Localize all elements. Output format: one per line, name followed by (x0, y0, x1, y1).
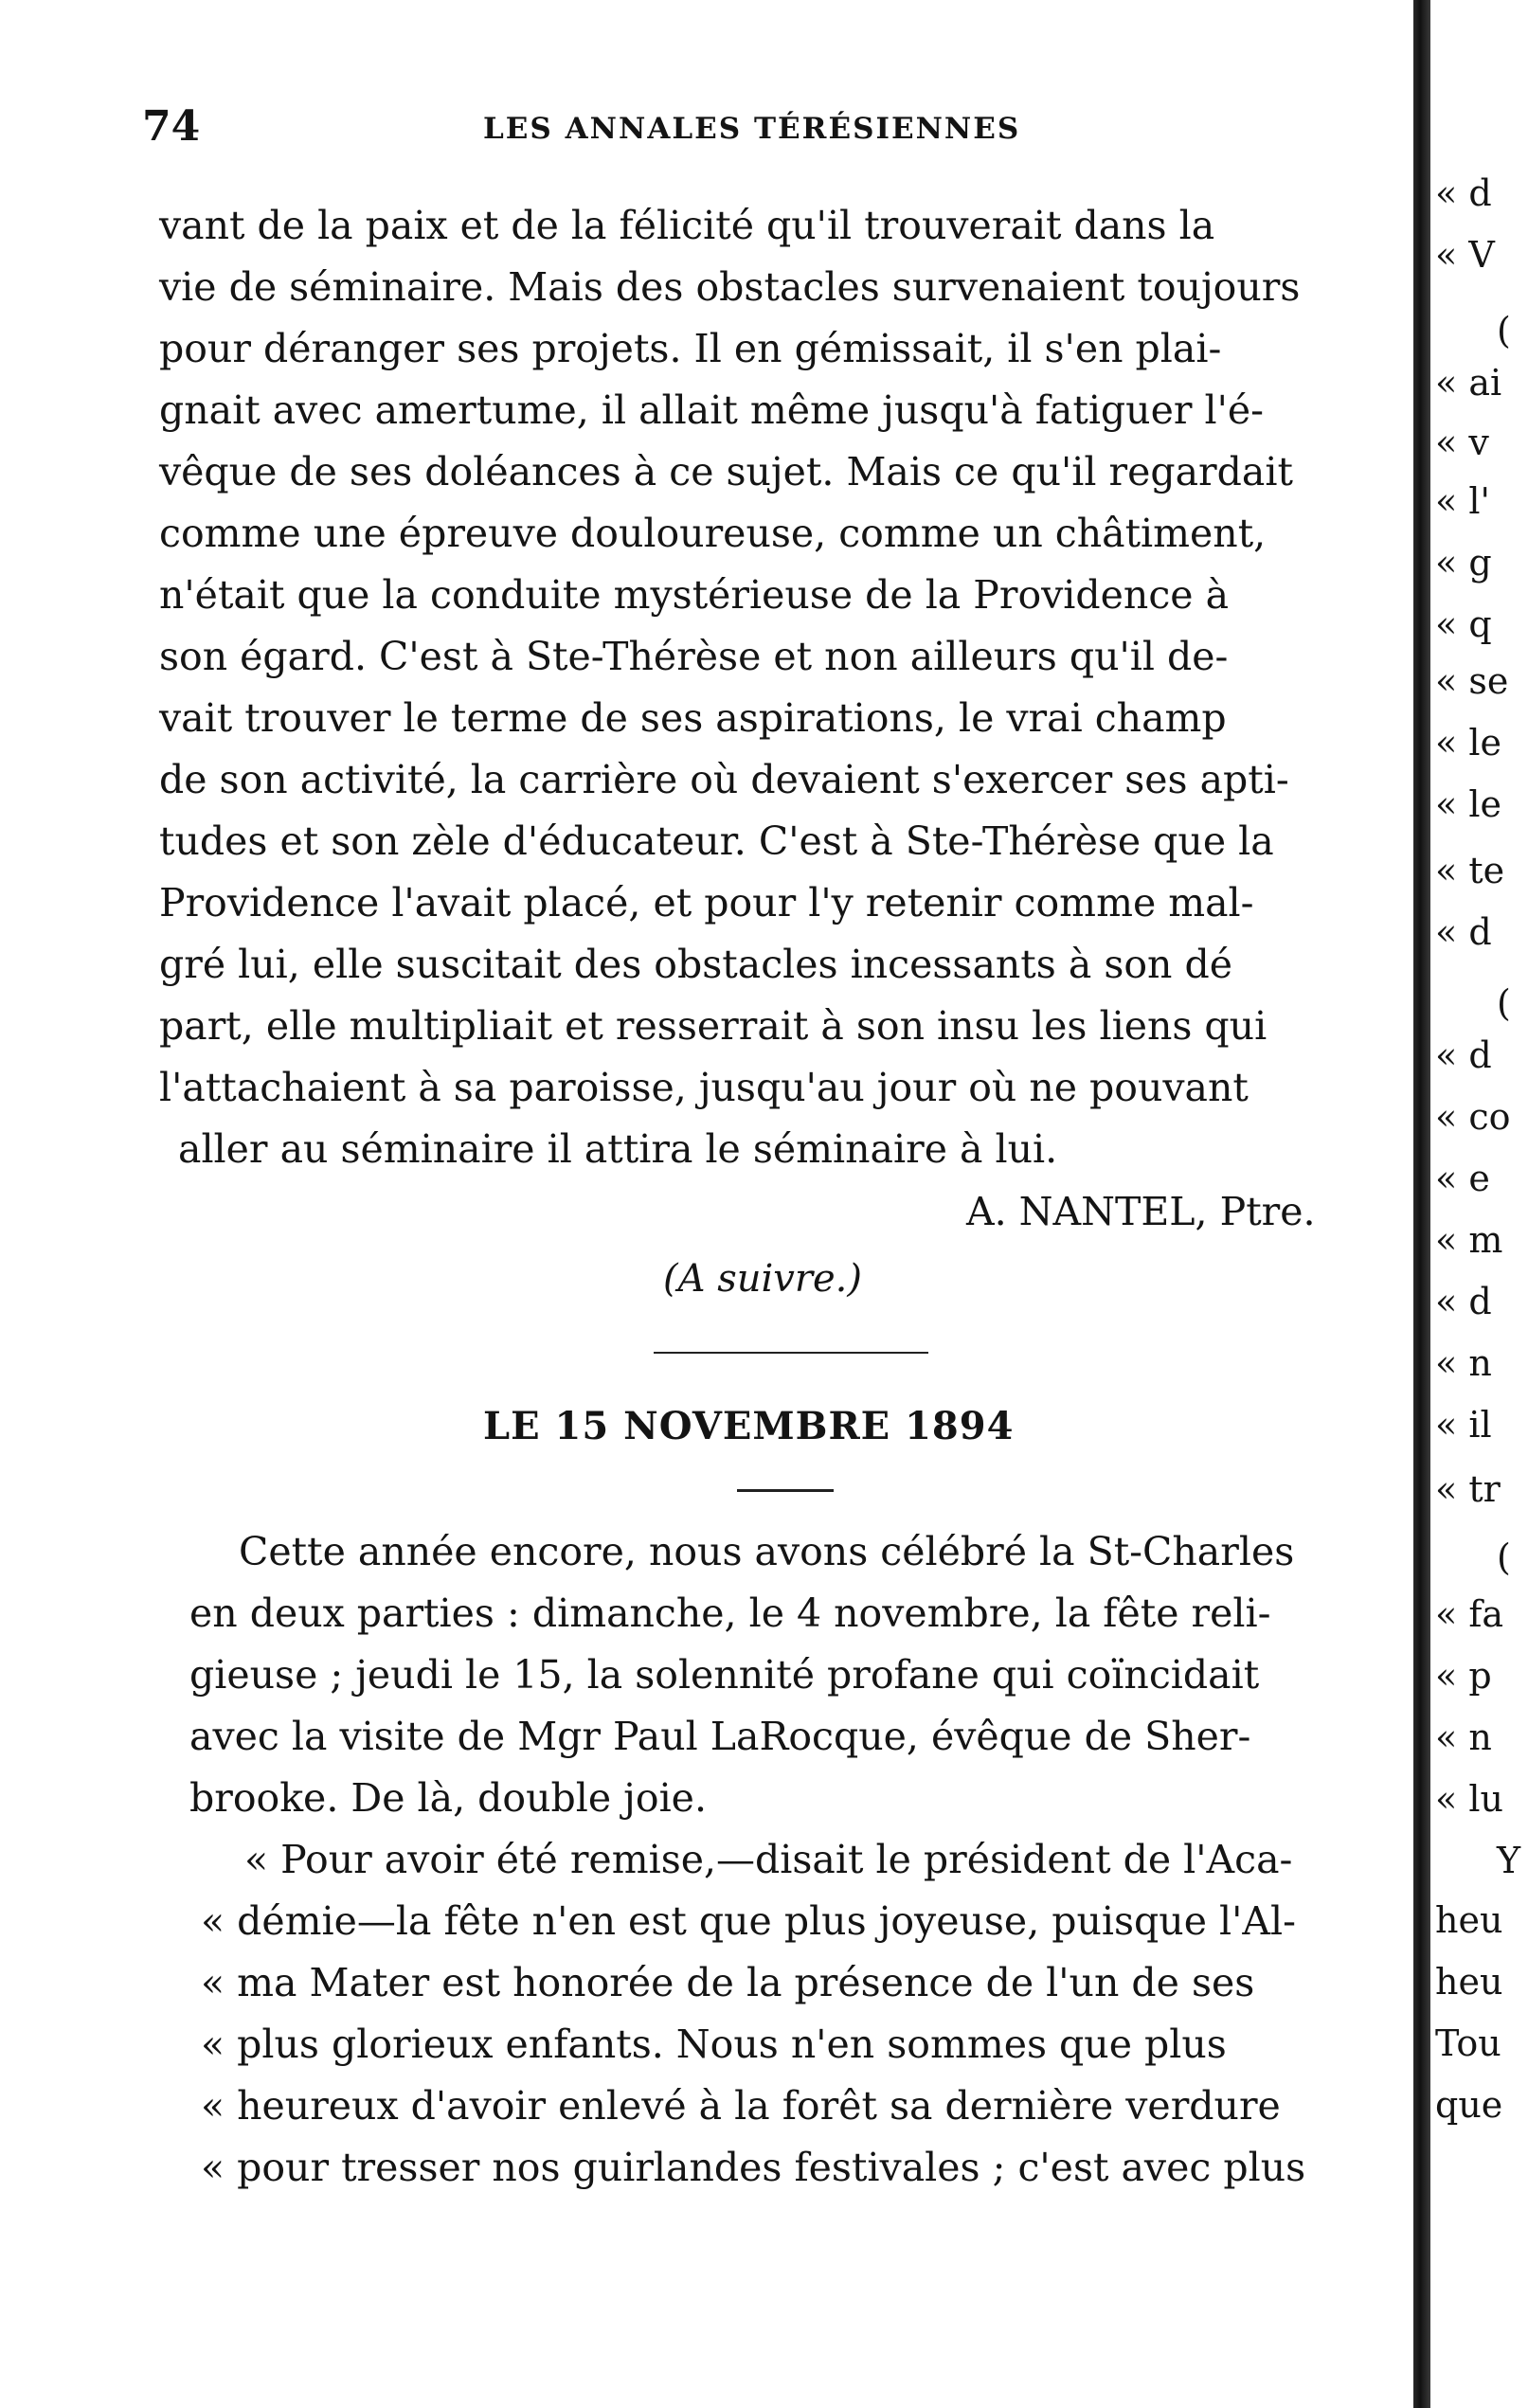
text-line: tudes et son zèle d'éducateur. C'est à Ste-Thérèse que la (159, 818, 1274, 864)
neighbor-fragment: heu (1435, 1961, 1503, 2003)
neighbor-fragment: « n (1435, 1716, 1492, 1758)
text-line: vêque de ses doléances à ce sujet. Mais ce qu'il regardait (159, 449, 1293, 494)
neighbor-fragment: Tou (1435, 2022, 1501, 2064)
text-line: « Pour avoir été remise,—disait le président de l'Aca- (244, 1837, 1293, 1882)
neighbor-fragment: « d (1435, 172, 1492, 214)
continued-note: (A suivre.) (663, 1257, 862, 1301)
neighbor-fragment: « m (1435, 1219, 1503, 1261)
book-gutter (1413, 0, 1430, 2408)
page-number: 74 (142, 102, 201, 151)
neighbor-fragment: que (1435, 2084, 1503, 2126)
text-line: « ma Mater est honorée de la présence de l'un de ses (201, 1960, 1255, 2005)
text-line: part, elle multipliait et resserrait à son insu les liens qui (159, 1003, 1267, 1049)
section-divider (654, 1352, 928, 1354)
text-line: « heureux d'avoir enlevé à la forêt sa dernière verdure (201, 2083, 1281, 2129)
text-line: l'attachaient à sa paroisse, jusqu'au jour où ne pouvant (159, 1065, 1249, 1110)
neighbor-fragment: « co (1435, 1096, 1511, 1138)
text-line: gré lui, elle suscitait des obstacles incessants à son dé (159, 942, 1232, 987)
author-signature: A. NANTEL, Ptre. (966, 1189, 1316, 1234)
heading-rule (737, 1489, 834, 1492)
text-line: vant de la paix et de la félicité qu'il trouverait dans la (159, 203, 1215, 248)
text-line: « pour tresser nos guirlandes festivales ; c'est avec plus (201, 2145, 1306, 2190)
text-line: vie de séminaire. Mais des obstacles survenaient toujours (159, 264, 1301, 310)
neighbor-fragment: heu (1435, 1899, 1503, 1941)
text-line: gieuse ; jeudi le 15, la solennité profane qui coïncidait (189, 1652, 1260, 1698)
neighbor-fragment: « d (1435, 1034, 1492, 1076)
neighbor-fragment: « p (1435, 1655, 1492, 1697)
neighbor-fragment: « il (1435, 1404, 1492, 1446)
neighbor-fragment: ( (1497, 1536, 1511, 1578)
text-line: aller au séminaire il attira le séminaire à lui. (178, 1126, 1058, 1172)
text-line: comme une épreuve douloureuse, comme un châtiment, (159, 511, 1267, 556)
neighbor-fragment: Y (1497, 1840, 1521, 1881)
text-line: Providence l'avait placé, et pour l'y retenir comme mal- (159, 880, 1254, 925)
neighbor-fragment: « lu (1435, 1778, 1503, 1820)
neighbor-fragment: « d (1435, 911, 1492, 953)
neighbor-fragment: ( (1497, 310, 1511, 351)
text-line: en deux parties : dimanche, le 4 novembre, la fête reli- (189, 1590, 1271, 1636)
neighbor-fragment: « fa (1435, 1593, 1504, 1635)
neighbor-fragment: « le (1435, 722, 1501, 764)
neighbor-fragment: « d (1435, 1281, 1492, 1322)
text-line: son égard. C'est à Ste-Thérèse et non ailleurs qu'il de- (159, 634, 1229, 679)
text-line: brooke. De là, double joie. (189, 1775, 707, 1821)
text-line: avec la visite de Mgr Paul LaRocque, évêque de Sher- (189, 1714, 1251, 1759)
neighbor-fragment: « se (1435, 660, 1509, 702)
neighbor-fragment: « V (1435, 234, 1495, 276)
page-header (142, 102, 1364, 159)
neighbor-fragment: ( (1497, 982, 1511, 1024)
text-line: « démie—la fête n'en est que plus joyeuse, puisque l'Al- (201, 1898, 1296, 1944)
text-line: de son activité, la carrière où devaient s'exercer ses apti- (159, 757, 1289, 802)
text-line: pour déranger ses projets. Il en gémissait, il s'en plai- (159, 326, 1222, 371)
neighbor-fragment: « tr (1435, 1468, 1501, 1510)
neighbor-fragment: « q (1435, 603, 1492, 645)
text-line: Cette année encore, nous avons célébré la St-Charles (239, 1529, 1295, 1574)
running-title: LES ANNALES TÉRÉSIENNES (483, 112, 1021, 146)
neighbor-fragment: « le (1435, 783, 1501, 825)
neighbor-fragment: « e (1435, 1158, 1490, 1199)
text-line: vait trouver le terme de ses aspirations, le vrai champ (159, 695, 1227, 741)
neighbor-fragment: « v (1435, 422, 1489, 463)
neighbor-fragment: « g (1435, 542, 1492, 584)
article-heading: LE 15 NOVEMBRE 1894 (483, 1404, 1015, 1448)
neighbor-fragment: « ai (1435, 362, 1502, 404)
text-line: « plus glorieux enfants. Nous n'en sommes que plus (201, 2022, 1227, 2067)
neighbor-fragment: « l' (1435, 480, 1490, 522)
text-line: n'était que la conduite mystérieuse de la Providence à (159, 572, 1230, 618)
text-line: gnait avec amertume, il allait même jusqu'à fatiguer l'é- (159, 387, 1264, 433)
neighbor-fragment: « te (1435, 850, 1505, 891)
neighbor-fragment: « n (1435, 1342, 1492, 1384)
